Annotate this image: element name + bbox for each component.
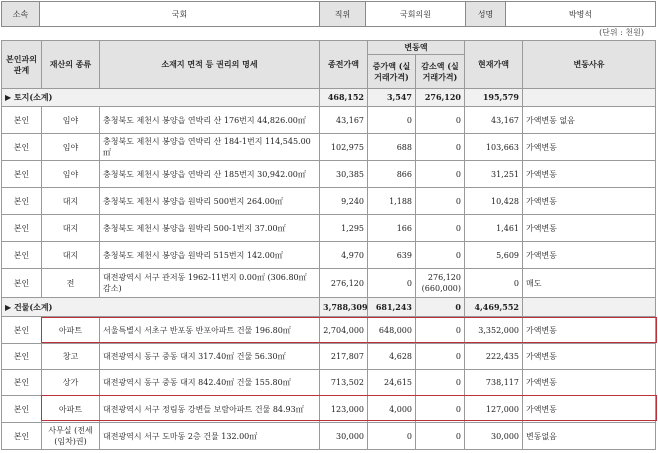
reason-cell: 가액변동 [523, 134, 656, 161]
increase-cell: 0 [368, 269, 416, 298]
col-increase: 증가액 (실거래가격) [368, 55, 416, 89]
current-value-cell: 5,609 [465, 242, 523, 269]
increase-cell: 0 [368, 423, 416, 450]
table-row [2, 396, 656, 423]
location-cell: 충청북도 제천시 봉양읍 원박리 515번지 142.00㎡ [100, 242, 320, 269]
table-row [2, 423, 656, 450]
subtotal-label: ▶ 건물(소계) [2, 298, 320, 317]
prev-value-cell: 468,152 [320, 89, 368, 107]
reason-cell: 가액변동 [523, 317, 656, 344]
location-cell: 충청북도 제천시 봉양읍 원박리 500번지 264.00㎡ [100, 188, 320, 215]
current-value-cell: 43,167 [465, 107, 523, 134]
asset-type-cell: 창고 [42, 344, 100, 370]
name-value: 박병석 [506, 2, 656, 27]
col-location: 소재지 면적 등 권리의 명세 [100, 41, 320, 89]
decrease-cell: 276,120 (660,000) [416, 269, 465, 298]
col-reason: 변동사유 [523, 41, 656, 89]
table-row [2, 215, 656, 242]
location-cell: 대전광역시 동구 중동 대지 842.40㎡ 건물 155.80㎡ [100, 370, 320, 396]
decrease-cell: 0 [416, 134, 465, 161]
decrease-cell: 0 [416, 317, 465, 344]
asset-type-cell: 대지 [42, 188, 100, 215]
location-cell: 대전광역시 서구 도마동 2층 건물 132.00㎡ [100, 423, 320, 450]
location-cell: 대전광역시 서구 정림동 강변들 보람아파트 건물 84.93㎡ [100, 396, 320, 423]
table-row [2, 269, 656, 298]
decrease-cell: 0 [416, 242, 465, 269]
location-cell: 충청북도 제천시 봉양읍 연박리 산 184-1번지 114,545.00㎡ [100, 134, 320, 161]
asset-type-cell: 대지 [42, 242, 100, 269]
prev-value-cell: 43,167 [320, 107, 368, 134]
asset-type-cell: 임야 [42, 107, 100, 134]
subtotal-row [2, 89, 656, 107]
current-value-cell: 1,461 [465, 215, 523, 242]
relation-cell: 본인 [2, 317, 42, 344]
col-relation: 본인과의 관계 [2, 41, 42, 89]
reason-cell: 매도 [523, 269, 656, 298]
name-label: 성명 [466, 2, 506, 27]
table-row [2, 107, 656, 134]
current-value-cell: 127,000 [465, 396, 523, 423]
reason-cell [523, 298, 656, 317]
decrease-cell: 0 [416, 396, 465, 423]
location-cell: 대전광역시 동구 중동 대지 317.40㎡ 건물 56.30㎡ [100, 344, 320, 370]
col-decrease: 감소액 (실거래가격) [416, 55, 465, 89]
increase-cell: 681,243 [368, 298, 416, 317]
relation-cell: 본인 [2, 396, 42, 423]
subtotal-row [2, 298, 656, 317]
asset-type-cell: 사무실 (전세(임차)권) [42, 423, 100, 450]
relation-cell: 본인 [2, 423, 42, 450]
increase-cell: 3,547 [368, 89, 416, 107]
affiliation-label: 소속 [2, 2, 40, 27]
reason-cell [523, 89, 656, 107]
location-cell: 대전광역시 서구 관저동 1962-11번지 0.00㎡ (306.80㎡ 감소) [100, 269, 320, 298]
position-label: 직위 [320, 2, 366, 27]
prev-value-cell: 123,000 [320, 396, 368, 423]
increase-cell: 866 [368, 161, 416, 188]
current-value-cell: 30,000 [465, 423, 523, 450]
current-value-cell: 10,428 [465, 188, 523, 215]
relation-cell: 본인 [2, 370, 42, 396]
prev-value-cell: 276,120 [320, 269, 368, 298]
position-value: 국회의원 [366, 2, 466, 27]
location-cell: 충청북도 제천시 봉양읍 연박리 산 176번지 44,826.00㎡ [100, 107, 320, 134]
relation-cell: 본인 [2, 242, 42, 269]
decrease-cell: 0 [416, 107, 465, 134]
relation-cell: 본인 [2, 188, 42, 215]
asset-type-cell: 아파트 [42, 317, 100, 344]
table-row [2, 134, 656, 161]
relation-cell: 본인 [2, 344, 42, 370]
header-bar [1, 1, 656, 27]
affiliation-value: 국회 [40, 2, 320, 27]
relation-cell: 본인 [2, 134, 42, 161]
decrease-cell: 0 [416, 215, 465, 242]
reason-cell: 가액변동 [523, 161, 656, 188]
increase-cell: 0 [368, 107, 416, 134]
decrease-cell: 0 [416, 344, 465, 370]
asset-type-cell: 상가 [42, 370, 100, 396]
reason-cell: 가액변동 [523, 370, 656, 396]
table-row [2, 242, 656, 269]
asset-type-cell: 임야 [42, 161, 100, 188]
increase-cell: 648,000 [368, 317, 416, 344]
unit-note: (단위 : 천원) [599, 28, 644, 37]
current-value-cell: 103,663 [465, 134, 523, 161]
asset-type-cell: 대지 [42, 215, 100, 242]
decrease-cell: 0 [416, 423, 465, 450]
decrease-cell: 0 [416, 370, 465, 396]
decrease-cell: 0 [416, 298, 465, 317]
prev-value-cell: 217,807 [320, 344, 368, 370]
prev-value-cell: 30,385 [320, 161, 368, 188]
table-row [2, 370, 656, 396]
asset-type-cell: 임야 [42, 134, 100, 161]
subtotal-label: ▶ 토지(소계) [2, 89, 320, 107]
asset-table [1, 40, 656, 450]
current-value-cell: 738,117 [465, 370, 523, 396]
reason-cell: 가액변동 [523, 215, 656, 242]
relation-cell: 본인 [2, 107, 42, 134]
reason-cell: 가액변동 [523, 242, 656, 269]
reason-cell: 변동없음 [523, 423, 656, 450]
prev-value-cell: 30,000 [320, 423, 368, 450]
table-row [2, 188, 656, 215]
increase-cell: 1,188 [368, 188, 416, 215]
prev-value-cell: 1,295 [320, 215, 368, 242]
col-change-group: 변동액 [368, 41, 465, 55]
increase-cell: 639 [368, 242, 416, 269]
prev-value-cell: 4,970 [320, 242, 368, 269]
decrease-cell: 0 [416, 161, 465, 188]
location-cell: 충청북도 제천시 봉양읍 연박리 산 185번지 30,942.00㎡ [100, 161, 320, 188]
col-prev: 종전가액 [320, 41, 368, 89]
relation-cell: 본인 [2, 161, 42, 188]
increase-cell: 4,000 [368, 396, 416, 423]
table-row [2, 161, 656, 188]
relation-cell: 본인 [2, 215, 42, 242]
current-value-cell: 222,435 [465, 344, 523, 370]
prev-value-cell: 102,975 [320, 134, 368, 161]
decrease-cell: 0 [416, 188, 465, 215]
increase-cell: 688 [368, 134, 416, 161]
prev-value-cell: 713,502 [320, 370, 368, 396]
location-cell: 충청북도 제천시 봉양읍 원박리 500-1번지 37.00㎡ [100, 215, 320, 242]
table-row [2, 344, 656, 370]
current-value-cell: 4,469,552 [465, 298, 523, 317]
col-type: 재산의 종류 [42, 41, 100, 89]
prev-value-cell: 3,788,309 [320, 298, 368, 317]
increase-cell: 4,628 [368, 344, 416, 370]
reason-cell: 가액변동 [523, 344, 656, 370]
increase-cell: 166 [368, 215, 416, 242]
prev-value-cell: 2,704,000 [320, 317, 368, 344]
current-value-cell: 0 [465, 269, 523, 298]
prev-value-cell: 9,240 [320, 188, 368, 215]
current-value-cell: 3,352,000 [465, 317, 523, 344]
asset-type-cell: 아파트 [42, 396, 100, 423]
current-value-cell: 31,251 [465, 161, 523, 188]
relation-cell: 본인 [2, 269, 42, 298]
location-cell: 서울특별시 서초구 반포동 반포아파트 건물 196.80㎡ [100, 317, 320, 344]
decrease-cell: 276,120 [416, 89, 465, 107]
asset-type-cell: 전 [42, 269, 100, 298]
current-value-cell: 195,579 [465, 89, 523, 107]
reason-cell: 가액변동 [523, 188, 656, 215]
increase-cell: 24,615 [368, 370, 416, 396]
col-current: 현재가액 [465, 41, 523, 89]
reason-cell: 가액변동 없음 [523, 107, 656, 134]
table-row [2, 317, 656, 344]
reason-cell: 가액변동 [523, 396, 656, 423]
